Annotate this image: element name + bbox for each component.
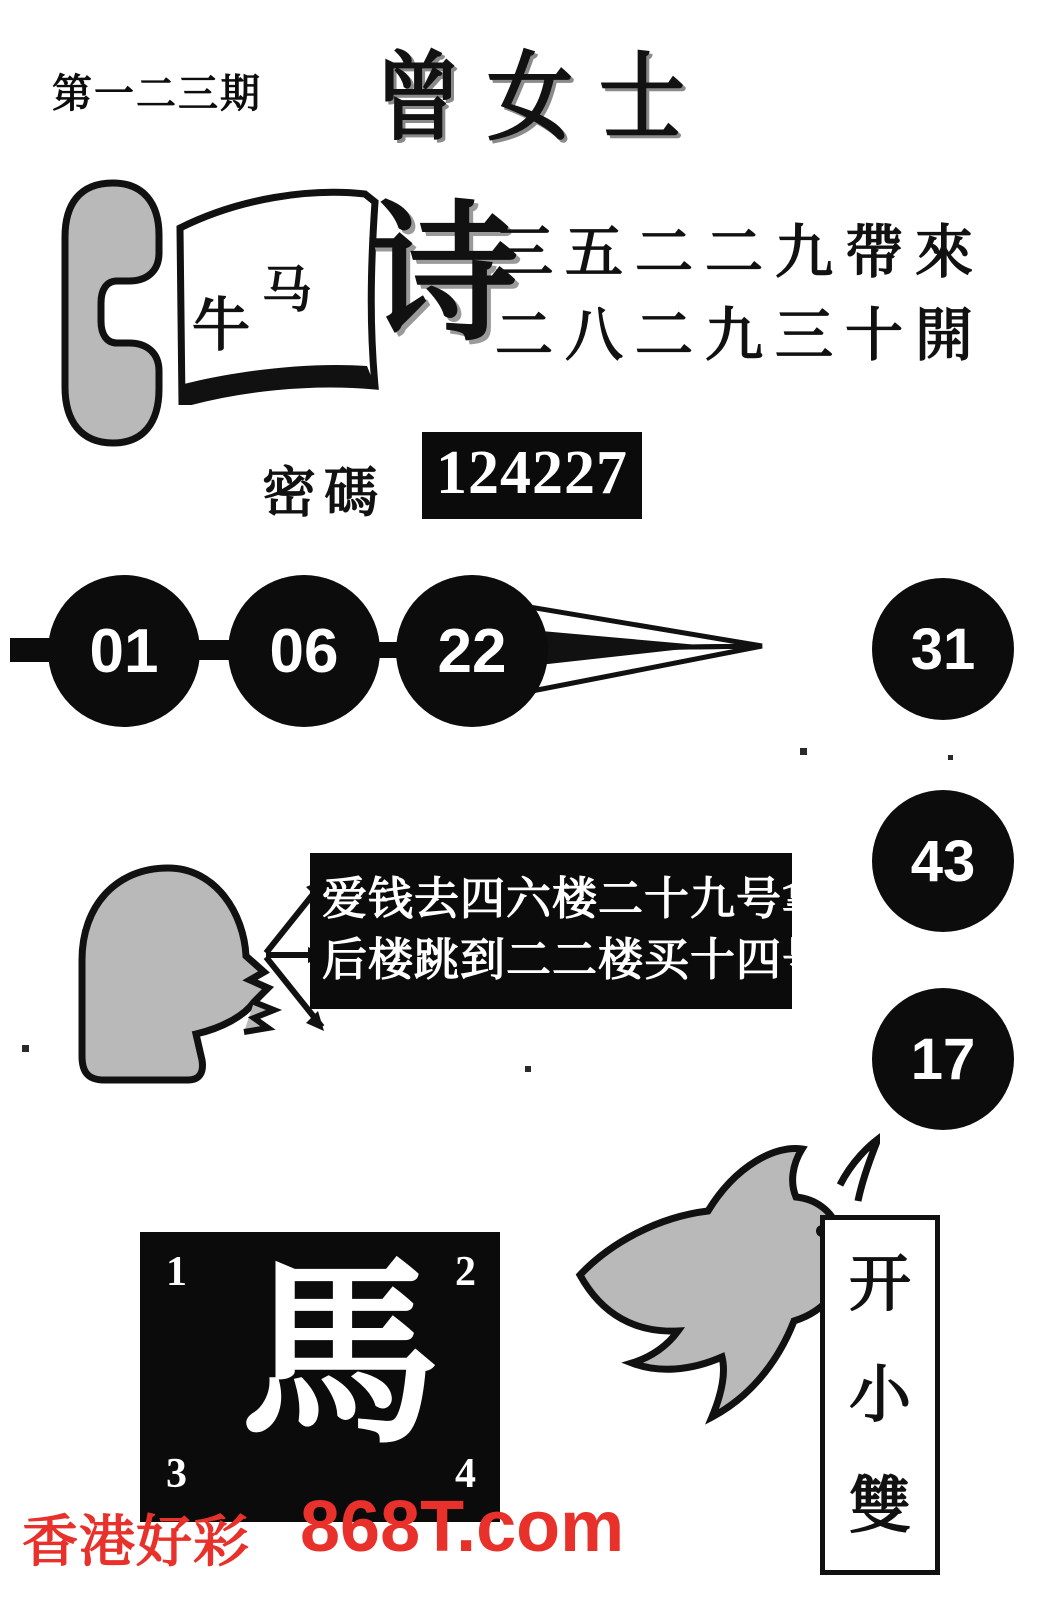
zodiac-corner-number: 3 bbox=[166, 1451, 187, 1497]
message-line-2: 后楼跳到二二楼买十四号 bbox=[322, 932, 829, 986]
lottery-ball: 31 bbox=[872, 578, 1014, 720]
zodiac-corner-number: 1 bbox=[166, 1249, 187, 1295]
vertical-sign-char-3: 雙 bbox=[848, 1469, 911, 1543]
poem-char: 诗 bbox=[368, 188, 519, 362]
print-speck bbox=[800, 748, 807, 755]
print-speck bbox=[22, 1045, 29, 1052]
poem-line-1: 三五二二九帶來 bbox=[495, 218, 986, 286]
footer-brand: 香港好彩 bbox=[22, 1510, 250, 1575]
lottery-ball: 06 bbox=[228, 575, 380, 727]
poem-line-2: 二八二九三十開 bbox=[495, 301, 986, 369]
flag-char-ma: 马 bbox=[262, 261, 312, 319]
page-title: 曾女士 bbox=[375, 42, 711, 155]
lottery-ball: 17 bbox=[872, 988, 1014, 1130]
lottery-ball: 43 bbox=[872, 790, 1014, 932]
zodiac-char: 馬 bbox=[240, 1237, 441, 1472]
flag-char-niu: 牛 bbox=[192, 291, 251, 359]
print-speck bbox=[948, 755, 953, 760]
issue-label: 第一二三期 bbox=[52, 71, 262, 117]
message-line-1: 爱钱去四六楼二十九号拿 bbox=[322, 872, 829, 925]
lottery-ball: 22 bbox=[396, 575, 548, 727]
message-box bbox=[310, 853, 829, 1009]
print-speck bbox=[525, 1066, 531, 1072]
lottery-ball: 01 bbox=[48, 575, 200, 727]
zodiac-corner-number: 2 bbox=[455, 1249, 476, 1295]
vertical-sign bbox=[820, 1215, 940, 1575]
password-label: 密碼 bbox=[262, 461, 386, 524]
vertical-sign-char-1: 开 bbox=[848, 1246, 911, 1320]
zodiac-corner-number: 4 bbox=[455, 1451, 476, 1497]
vertical-sign-char-2: 小 bbox=[848, 1357, 911, 1431]
footer-site: 868T.com bbox=[300, 1487, 625, 1567]
password-value: 124227 bbox=[422, 432, 642, 519]
